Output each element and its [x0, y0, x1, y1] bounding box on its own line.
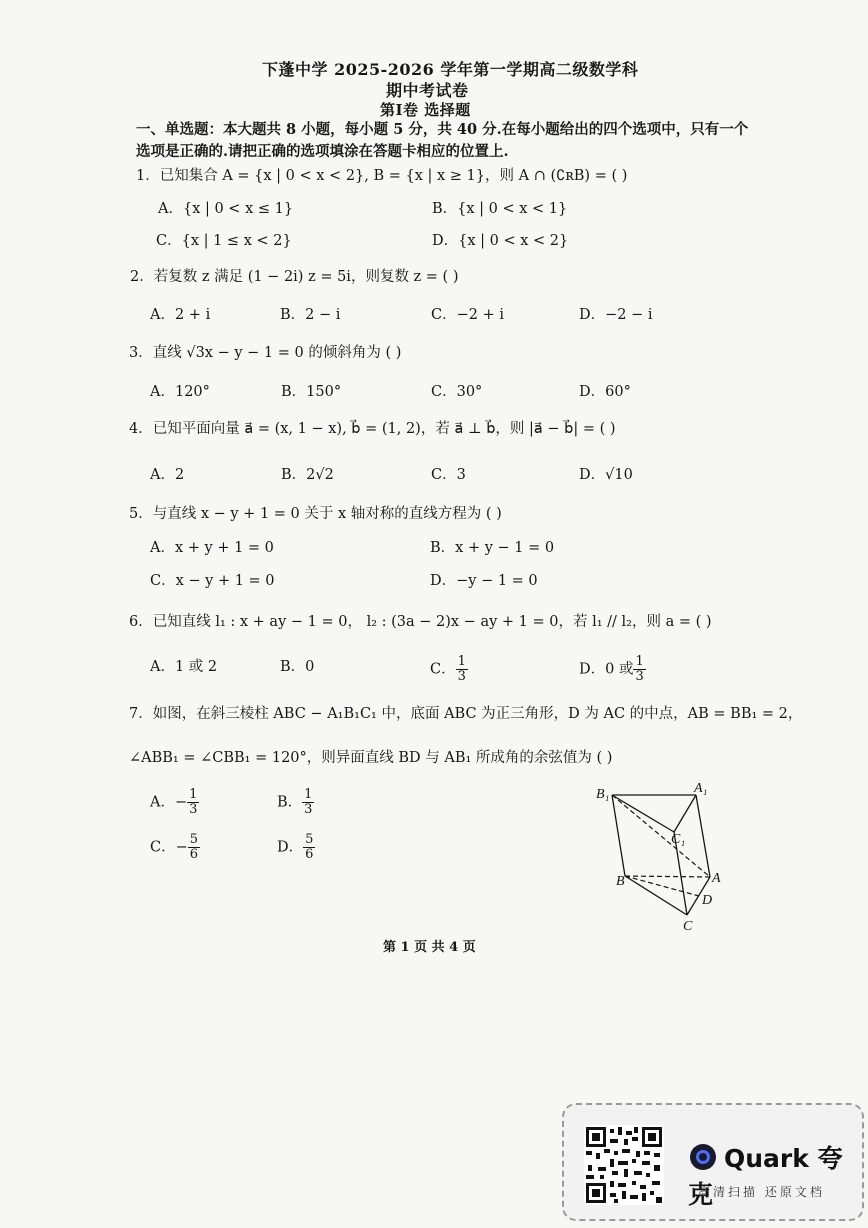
q1-option-d: D．{x | 0 < x < 2}: [432, 233, 569, 249]
qr-code-icon: [584, 1125, 664, 1205]
page-footer: 第 1 页 共 4 页: [383, 940, 476, 955]
q7-option-c-fraction: $\frac{5}{6}$: [189, 832, 199, 862]
q4-option-b: B．2√2: [281, 467, 334, 483]
quark-logo: [688, 1139, 862, 1211]
question-4-stem: 4．已知平面向量 a⃗ = (x, 1 − x), b⃗ = (1, 2)，若 a⃗ ⊥ b⃗，则 |a⃗ − b⃗| = ( ): [129, 421, 616, 437]
instructions-line2: 选项是正确的.请把正确的选项填涂在答题卡相应的位置上.: [136, 143, 509, 160]
label-b1: B₁: [596, 787, 610, 802]
q6-option-a: A．1 或 2: [150, 659, 218, 675]
q3-option-d: D．60°: [579, 384, 631, 400]
quark-watermark: [562, 1103, 864, 1221]
q3-option-b: B．150°: [281, 384, 342, 400]
q2-option-c: C．−2 + i: [431, 307, 504, 323]
q7-option-d-fraction: $\frac{5}{6}$: [305, 832, 314, 862]
question-2-stem: 2．若复数 z 满足 (1 − 2i) z = 5i，则复数 z = ( ): [130, 269, 459, 285]
q1-option-a: A．{x | 0 < x ≤ 1}: [158, 201, 294, 217]
label-a1: A₁: [694, 781, 708, 796]
exam-title-line2: 期中考试卷: [386, 81, 469, 100]
edge-b1-b: [612, 795, 625, 876]
q5-option-d: D．−y − 1 = 0: [430, 573, 538, 589]
quark-brand-text: Quark 夸克: [688, 1144, 843, 1209]
edge-b-a-dashed: [625, 876, 710, 877]
q7-option-b: [277, 788, 314, 817]
label-a: A: [712, 871, 721, 886]
q7-option-a: [150, 788, 199, 817]
q4-option-a: A．2: [150, 467, 185, 483]
edge-b-d-dashed: [625, 876, 699, 896]
quark-subtitle: 高清扫描 还原文档: [698, 1185, 825, 1199]
q6-option-b: B．0: [280, 659, 315, 675]
q4-option-d: D．√10: [579, 467, 633, 483]
q7-option-a-fraction: $\frac{1}{3}$: [189, 787, 198, 817]
q7-option-d: [277, 833, 315, 862]
section-title: 第Ⅰ卷 选择题: [380, 101, 471, 119]
q5-option-a: A．x + y + 1 = 0: [150, 540, 274, 556]
q3-option-a: A．120°: [150, 384, 210, 400]
q7-option-a-label: A．−: [150, 794, 188, 811]
label-c: C: [683, 919, 693, 934]
q6-option-c: [430, 655, 468, 684]
q1-option-c: C．{x | 1 ≤ x < 2}: [156, 233, 292, 249]
q6-option-d-fraction: $\frac{1}{3}$: [635, 654, 644, 684]
q7-option-b-label: B．: [277, 794, 303, 811]
q6-option-c-label: C．: [430, 661, 456, 678]
label-d: D: [702, 893, 713, 908]
q6-option-d: [579, 655, 646, 684]
quark-logo-icon: [688, 1142, 718, 1172]
q6-option-d-label: D．0 或: [579, 661, 634, 678]
q5-option-b: B．x + y − 1 = 0: [430, 540, 555, 556]
question-1-stem: 1．已知集合 A = {x | 0 < x < 2}, B = {x | x ≥ 1}，则 A ∩ (∁ʀB) = ( ): [136, 168, 628, 184]
edge-a1-a: [696, 795, 710, 877]
question-7-stem-line1: 7．如图，在斜三棱柱 ABC − A₁B₁C₁ 中，底面 ABC 为正三角形，D 为 AC 的中点，AB = BB₁ = 2，: [129, 706, 803, 722]
question-3-stem: 3．直线 √3x − y − 1 = 0 的倾斜角为 ( ): [129, 345, 402, 361]
oblique-prism-figure: [585, 775, 745, 935]
q2-option-b: B．2 − i: [280, 307, 341, 323]
edge-b1-c1: [612, 795, 674, 832]
label-c1: C₁: [671, 832, 686, 847]
q6-option-c-fraction: $\frac{1}{3}$: [457, 654, 466, 684]
exam-title-line1: 下蓬中学 2025-2026 学年第一学期高二级数学科: [262, 60, 639, 79]
q3-option-c: C．30°: [431, 384, 483, 400]
question-7-stem-line2: ∠ABB₁ = ∠CBB₁ = 120°，则异面直线 BD 与 AB₁ 所成角的余弦值为 ( ): [129, 750, 613, 766]
q2-option-a: A．2 + i: [150, 307, 211, 323]
edge-b1-a-dashed: [612, 795, 710, 877]
q5-option-c: C．x − y + 1 = 0: [150, 573, 275, 589]
question-5-stem: 5．与直线 x − y + 1 = 0 关于 x 轴对称的直线方程为 ( ): [129, 506, 502, 522]
label-b: B: [616, 874, 625, 889]
instructions-line1: 一、单选题：本大题共 8 小题，每小题 5 分，共 40 分.在每小题给出的四个选项中，只有一个: [136, 121, 749, 138]
q7-option-d-label: D．: [277, 839, 304, 856]
edge-b-c: [625, 876, 687, 915]
q7-option-c: [150, 833, 200, 862]
q7-option-c-label: C．−: [150, 839, 188, 856]
q2-option-d: D．−2 − i: [579, 307, 653, 323]
q4-option-c: C．3: [431, 467, 466, 483]
q1-option-b: B．{x | 0 < x < 1}: [432, 201, 568, 217]
question-6-stem: 6．已知直线 l₁ : x + ay − 1 = 0， l₂ : (3a − 2)x − ay + 1 = 0，若 l₁ // l₂，则 a = ( ): [129, 614, 712, 630]
edge-a1-c1: [674, 795, 696, 832]
q7-option-b-fraction: $\frac{1}{3}$: [304, 787, 313, 817]
